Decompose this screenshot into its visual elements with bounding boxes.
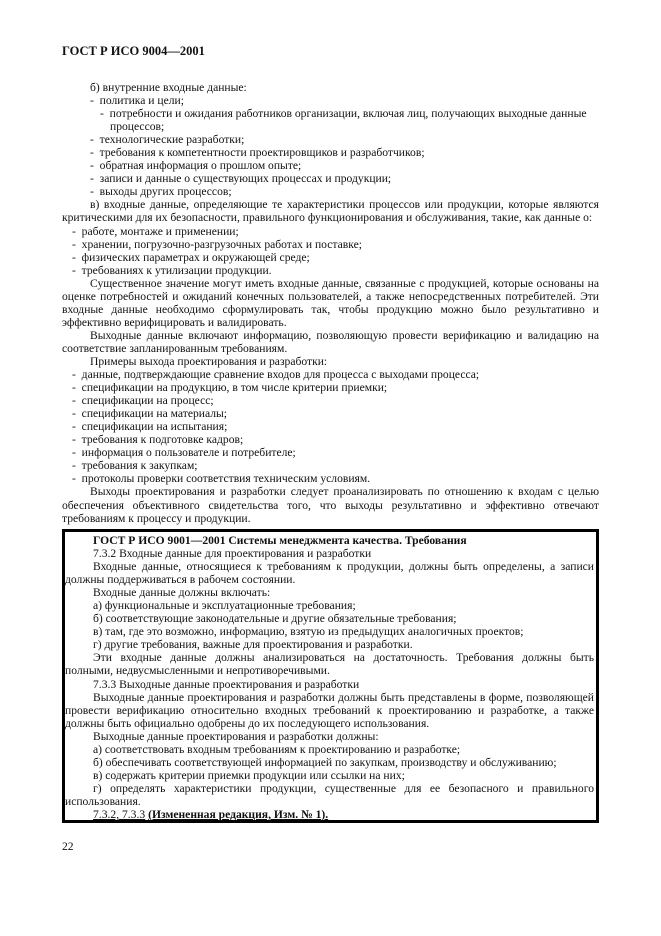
section-7-3-2-lead: Входные данные должны включать: bbox=[93, 586, 271, 600]
internal-inputs-list bbox=[62, 94, 599, 198]
critical-inputs-lead: в) входные данные, определяющие те характеристики процессов или продукции, которые являются критическими для их безопасности, правильного функционирования и обслуживания, такие, как данные о: bbox=[62, 198, 599, 225]
list-item: б) обеспечивать соответствующей информацией по закупкам, производству и обслуживанию; bbox=[93, 755, 557, 769]
significance-paragraph: Существенное значение могут иметь входные данные, связанные с продукцией, которые основаны на оценке потребностей и ожиданий конечных пользователей, а также непосредственных потребителей. Эти входные данные необходимо сформулировать так, чтобы продукцию можно было результативно и эффективно верифицировать и валидировать. bbox=[62, 276, 599, 329]
section-heading-7-3-3: 7.3.3 Выходные данные проектирования и разработки bbox=[93, 677, 360, 691]
list-item: - протоколы проверки соответствия техническим условиям. bbox=[62, 472, 599, 485]
list-item: - спецификации на продукцию, в том числе критерии приемки; bbox=[62, 381, 599, 394]
document-header: ГОСТ Р ИСО 9004—2001 bbox=[62, 44, 205, 58]
list-item: - спецификации на испытания; bbox=[62, 420, 599, 433]
amendment-sections: 7.3.2, 7.3.3 bbox=[93, 807, 146, 821]
amendment-label: (Измененная редакция, Изм. № 1). bbox=[148, 807, 329, 821]
output-examples-list bbox=[62, 368, 599, 485]
section-7-3-3-lead: Выходные данные проектирования и разработки должны: bbox=[93, 729, 379, 743]
list-item: - информация о пользователе и потребителе; bbox=[62, 446, 599, 459]
list-item: - работе, монтаже и применении; bbox=[62, 225, 599, 238]
amendment-note bbox=[65, 808, 594, 821]
list-item: а) функциональные и эксплуатационные требования; bbox=[93, 599, 356, 613]
section-heading-7-3-2: 7.3.2 Входные данные для проектирования и разработки bbox=[93, 547, 372, 561]
list-item: - потребности и ожидания работников организации, включая лиц, получающих выходные данные процессов; bbox=[62, 107, 599, 133]
list-item: а) соответствовать входным требованиям к проектированию и разработке; bbox=[93, 742, 461, 756]
list-item: - обратная информация о прошлом опыте; bbox=[62, 159, 599, 172]
section-7-3-2-analysis: Эти входные данные должны анализироваться на достаточность. Требования должны быть полными, недвусмысленными и непротиворечивыми. bbox=[65, 651, 594, 678]
list-item: б) соответствующие законодательные и другие обязательные требования; bbox=[93, 612, 457, 626]
review-paragraph: Выходы проектирования и разработки следует проанализировать по отношению к входам с целью обеспечения объективного свидетельства того, что выходы результативно и эффективно отвечают требованиям к процессу и продукции. bbox=[62, 485, 599, 525]
section-7-3-3-paragraph: Выходные данные проектирования и разработки должны быть представлены в форме, позволяющей провести верификацию относительно входных требований к проектированию и разработке, а также должны быть официально одобрены до их последующего использования. bbox=[65, 690, 594, 730]
main-text bbox=[62, 81, 599, 525]
list-item: - записи и данные о существующих процессах и продукции; bbox=[62, 172, 599, 185]
list-item: - хранении, погрузочно-разгрузочных работах и поставке; bbox=[62, 238, 599, 251]
list-item: в) там, где это возможно, информацию, взятую из предыдущих аналогичных проектов; bbox=[93, 625, 524, 639]
list-item: - политика и цели; bbox=[62, 94, 599, 107]
list-item: в) содержать критерии приемки продукции или ссылки на них; bbox=[93, 768, 405, 782]
list-item: г) определять характеристики продукции, существенные для ее безопасного и правильного использования. bbox=[65, 781, 594, 808]
list-item: г) другие требования, важные для проектирования и разработки. bbox=[93, 638, 413, 652]
list-item: - требованиях к утилизации продукции. bbox=[62, 264, 599, 277]
list-item: - данные, подтверждающие сравнение входов для процесса с выходами процесса; bbox=[62, 368, 599, 381]
quoted-standard-box bbox=[62, 529, 599, 823]
box-title: ГОСТ Р ИСО 9001—2001 Системы менеджмента качества. Требования bbox=[93, 534, 467, 547]
list-item: - физических параметрах и окружающей среде; bbox=[62, 251, 599, 264]
list-item: - спецификации на материалы; bbox=[62, 407, 599, 420]
critical-inputs-list bbox=[62, 225, 599, 277]
list-item: - требования к закупкам; bbox=[62, 459, 599, 472]
output-examples-lead: Примеры выхода проектирования и разработки: bbox=[90, 354, 328, 368]
outputs-include-paragraph: Выходные данные включают информацию, позволяющую провести верификацию и валидацию на соответствие запланированным требованиям. bbox=[62, 328, 599, 355]
list-item: - спецификации на процесс; bbox=[62, 394, 599, 407]
list-item: - требования к компетентности проектировщиков и разработчиков; bbox=[62, 146, 599, 159]
list-item: - выходы других процессов; bbox=[62, 185, 599, 198]
list-item: - технологические разработки; bbox=[62, 133, 599, 146]
section-7-3-2-paragraph: Входные данные, относящиеся к требованиям к продукции, должны быть определены, а записи должны поддерживаться в рабочем состоянии. bbox=[65, 560, 594, 587]
page-number: 22 bbox=[62, 840, 74, 853]
internal-inputs-lead: б) внутренние входные данные: bbox=[90, 81, 247, 94]
list-item: - требования к подготовке кадров; bbox=[62, 433, 599, 446]
